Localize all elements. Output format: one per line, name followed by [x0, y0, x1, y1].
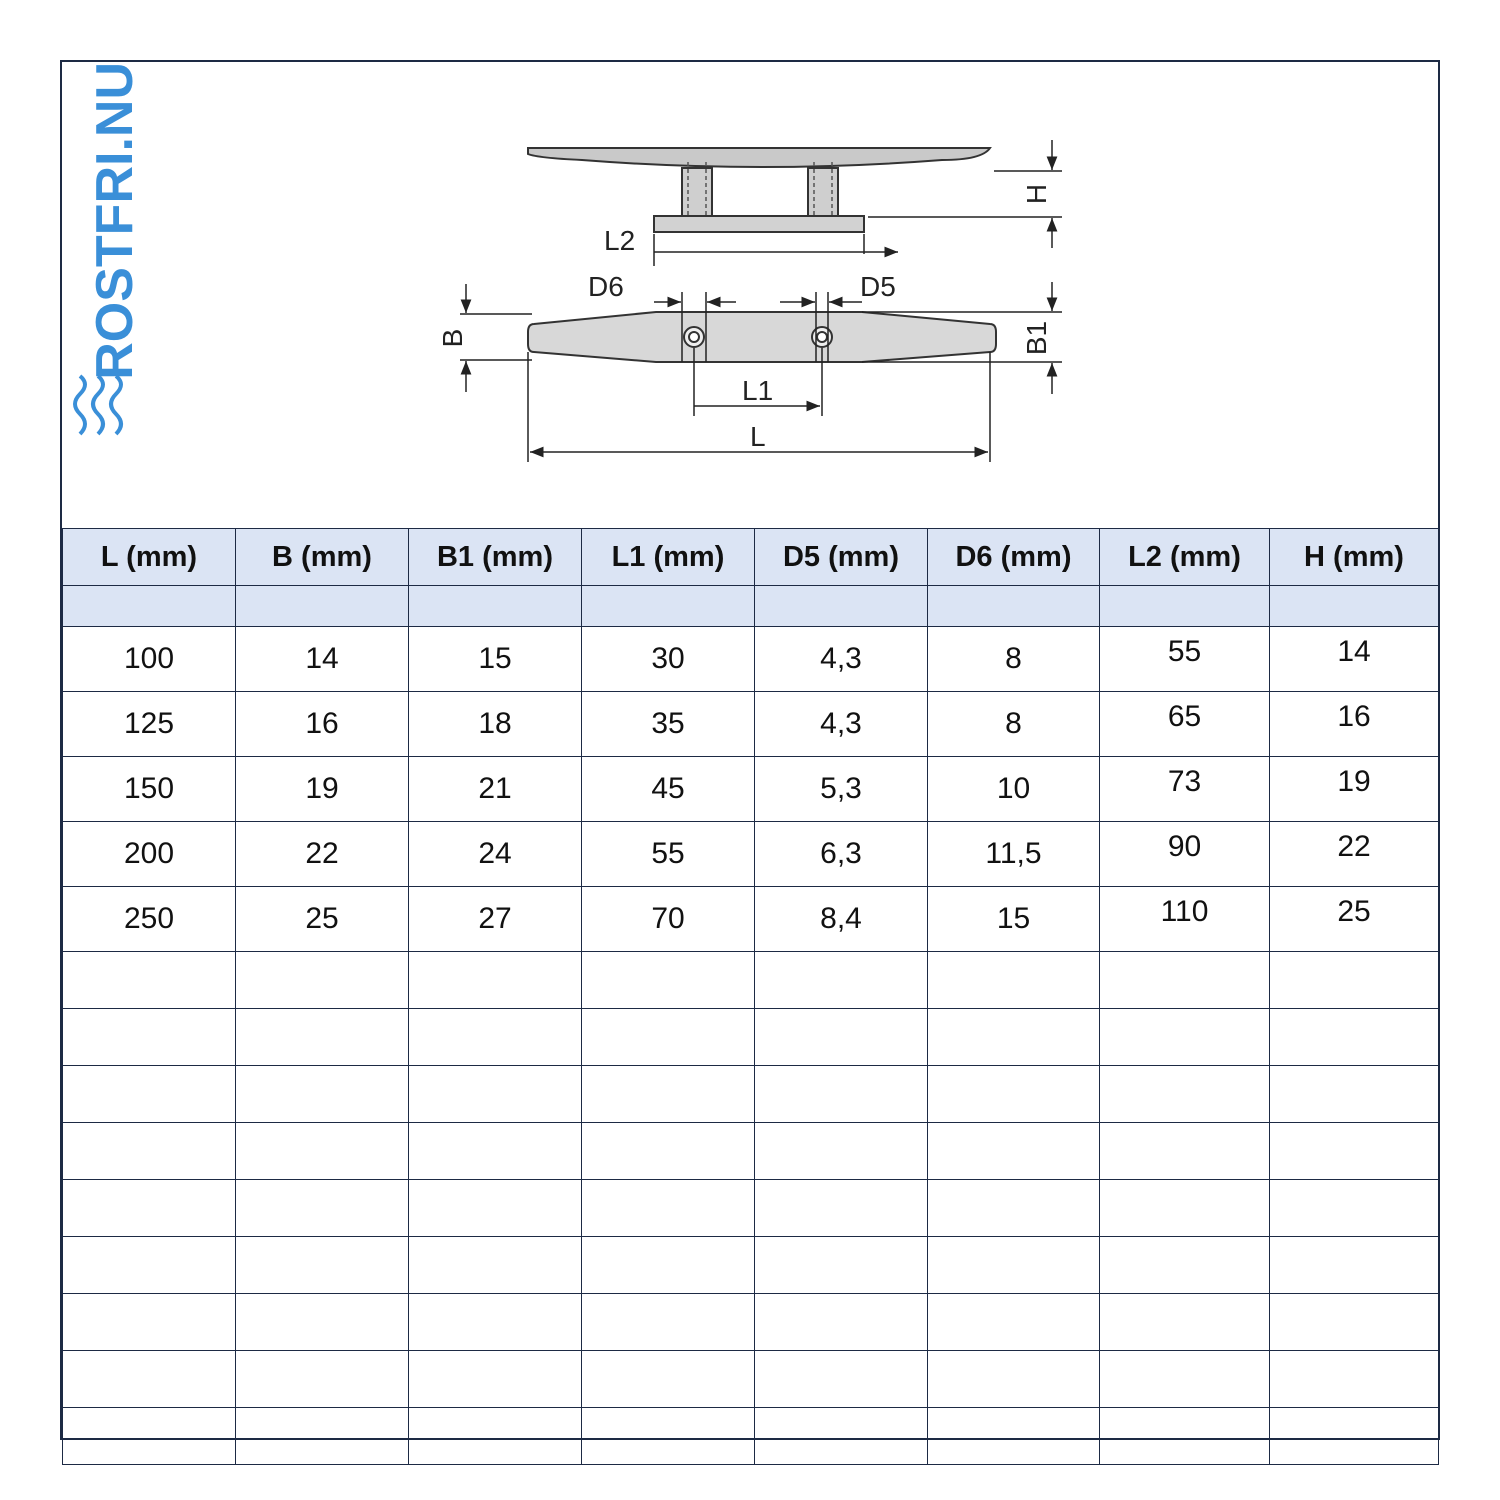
label-H: H: [1021, 183, 1052, 205]
label-B: B: [437, 328, 468, 348]
empty-cell: [409, 1180, 582, 1237]
table-cell: 16: [1270, 692, 1439, 757]
spec-sheet-frame: [60, 60, 1440, 1440]
empty-cell: [928, 1408, 1100, 1465]
empty-cell: [1270, 1294, 1439, 1351]
empty-cell: [582, 1180, 755, 1237]
empty-cell: [928, 1294, 1100, 1351]
empty-cell: [755, 952, 928, 1009]
column-header: B1 (mm): [409, 529, 582, 586]
table-cell: 19: [1270, 757, 1439, 822]
empty-cell: [582, 1351, 755, 1408]
table-row: [63, 692, 1439, 757]
table-cell: 6,3: [755, 822, 928, 887]
empty-cell: [1100, 1294, 1270, 1351]
header-spacer-cell: [63, 586, 236, 627]
label-L1: L1: [742, 375, 774, 406]
empty-cell: [236, 952, 409, 1009]
empty-cell: [63, 1408, 236, 1465]
table-cell: 65: [1100, 692, 1270, 757]
table-cell: 15: [928, 887, 1100, 952]
empty-table-row: [63, 1180, 1439, 1237]
empty-table-row: [63, 1351, 1439, 1408]
table-cell: 150: [63, 757, 236, 822]
empty-cell: [236, 1180, 409, 1237]
table-cell: 250: [63, 887, 236, 952]
column-header: L1 (mm): [582, 529, 755, 586]
empty-cell: [582, 1294, 755, 1351]
table-cell: 10: [928, 757, 1100, 822]
empty-cell: [755, 1123, 928, 1180]
empty-cell: [236, 1066, 409, 1123]
table-cell: 19: [236, 757, 409, 822]
table-cell: 27: [409, 887, 582, 952]
empty-cell: [63, 1237, 236, 1294]
column-header: L (mm): [63, 529, 236, 586]
table-header-row: [63, 529, 1439, 586]
empty-cell: [409, 1066, 582, 1123]
table-cell: 8: [928, 627, 1100, 692]
table-cell: 21: [409, 757, 582, 822]
empty-cell: [1100, 1066, 1270, 1123]
table-cell: 110: [1100, 887, 1270, 952]
table-cell: 25: [1270, 887, 1439, 952]
empty-cell: [236, 1237, 409, 1294]
table-cell: 15: [409, 627, 582, 692]
table-body: [63, 627, 1439, 1465]
label-L2: L2: [604, 225, 636, 256]
empty-cell: [63, 1294, 236, 1351]
table-cell: 90: [1100, 822, 1270, 887]
empty-cell: [236, 1351, 409, 1408]
empty-cell: [1100, 1180, 1270, 1237]
table-cell: 200: [63, 822, 236, 887]
empty-cell: [1270, 1180, 1439, 1237]
empty-cell: [236, 1408, 409, 1465]
drawing-svg: [62, 62, 1438, 528]
empty-cell: [928, 1009, 1100, 1066]
empty-cell: [755, 1294, 928, 1351]
empty-cell: [1100, 1009, 1270, 1066]
table-row: [63, 627, 1439, 692]
empty-cell: [1100, 1237, 1270, 1294]
empty-cell: [582, 952, 755, 1009]
empty-cell: [1270, 952, 1439, 1009]
table-cell: 14: [236, 627, 409, 692]
table-cell: 16: [236, 692, 409, 757]
empty-cell: [1270, 1408, 1439, 1465]
empty-cell: [1270, 1009, 1439, 1066]
table-cell: 18: [409, 692, 582, 757]
empty-cell: [1100, 1408, 1270, 1465]
table-cell: 5,3: [755, 757, 928, 822]
empty-table-row: [63, 1237, 1439, 1294]
table-cell: 55: [1100, 627, 1270, 692]
header-spacer-cell: [755, 586, 928, 627]
empty-cell: [63, 1066, 236, 1123]
empty-cell: [928, 952, 1100, 1009]
column-header: L2 (mm): [1100, 529, 1270, 586]
table-cell: 4,3: [755, 692, 928, 757]
header-spacer-cell: [236, 586, 409, 627]
table-cell: 45: [582, 757, 755, 822]
empty-cell: [409, 1237, 582, 1294]
header-spacer-cell: [928, 586, 1100, 627]
table-subheader-row: [63, 586, 1439, 627]
empty-cell: [928, 1237, 1100, 1294]
empty-cell: [1270, 1123, 1439, 1180]
empty-cell: [236, 1294, 409, 1351]
empty-cell: [755, 1351, 928, 1408]
table-cell: 24: [409, 822, 582, 887]
empty-cell: [582, 1009, 755, 1066]
table-cell: 4,3: [755, 627, 928, 692]
brand-logo: [62, 62, 148, 442]
table-cell: 70: [582, 887, 755, 952]
table-cell: 73: [1100, 757, 1270, 822]
cleat-technical-drawing: [62, 62, 1438, 528]
table-cell: 8,4: [755, 887, 928, 952]
empty-cell: [928, 1351, 1100, 1408]
label-B1: B1: [1021, 320, 1052, 356]
empty-cell: [755, 1009, 928, 1066]
table-cell: 125: [63, 692, 236, 757]
empty-cell: [63, 1180, 236, 1237]
empty-cell: [409, 1009, 582, 1066]
empty-cell: [1270, 1237, 1439, 1294]
table-cell: 22: [236, 822, 409, 887]
empty-cell: [928, 1066, 1100, 1123]
empty-table-row: [63, 1123, 1439, 1180]
header-spacer-cell: [1270, 586, 1439, 627]
empty-cell: [582, 1408, 755, 1465]
column-header: D5 (mm): [755, 529, 928, 586]
empty-cell: [1100, 1351, 1270, 1408]
table-row: [63, 887, 1439, 952]
empty-cell: [63, 1123, 236, 1180]
column-header: D6 (mm): [928, 529, 1100, 586]
dimensions-table: [62, 528, 1439, 1465]
table-cell: 100: [63, 627, 236, 692]
table-cell: 11,5: [928, 822, 1100, 887]
label-D6: D6: [588, 271, 624, 302]
empty-cell: [236, 1009, 409, 1066]
empty-cell: [582, 1237, 755, 1294]
top-view: [528, 312, 996, 362]
empty-table-row: [63, 952, 1439, 1009]
table-cell: 22: [1270, 822, 1439, 887]
table-cell: 8: [928, 692, 1100, 757]
empty-cell: [1270, 1066, 1439, 1123]
empty-table-row: [63, 1294, 1439, 1351]
empty-cell: [582, 1066, 755, 1123]
empty-table-row: [63, 1408, 1439, 1465]
header-spacer-cell: [409, 586, 582, 627]
column-header: B (mm): [236, 529, 409, 586]
empty-cell: [63, 952, 236, 1009]
empty-table-row: [63, 1009, 1439, 1066]
empty-cell: [755, 1237, 928, 1294]
empty-cell: [1100, 952, 1270, 1009]
empty-cell: [63, 1009, 236, 1066]
empty-cell: [409, 1294, 582, 1351]
empty-cell: [409, 1123, 582, 1180]
side-view: [528, 148, 990, 232]
table-cell: 30: [582, 627, 755, 692]
column-header: H (mm): [1270, 529, 1439, 586]
table-row: [63, 822, 1439, 887]
empty-cell: [409, 952, 582, 1009]
table-cell: 25: [236, 887, 409, 952]
empty-cell: [755, 1408, 928, 1465]
wave-icon: [75, 376, 121, 434]
table-cell: 35: [582, 692, 755, 757]
empty-cell: [409, 1351, 582, 1408]
empty-cell: [755, 1180, 928, 1237]
empty-cell: [63, 1351, 236, 1408]
table-cell: 55: [582, 822, 755, 887]
empty-cell: [1100, 1123, 1270, 1180]
empty-cell: [236, 1123, 409, 1180]
table-row: [63, 757, 1439, 822]
label-L: L: [750, 421, 766, 452]
table-cell: 14: [1270, 627, 1439, 692]
brand-logo-text: ROSTFRI.NU: [86, 62, 144, 380]
label-D5: D5: [860, 271, 896, 302]
empty-cell: [582, 1123, 755, 1180]
header-spacer-cell: [582, 586, 755, 627]
empty-table-row: [63, 1066, 1439, 1123]
empty-cell: [928, 1180, 1100, 1237]
empty-cell: [409, 1408, 582, 1465]
empty-cell: [928, 1123, 1100, 1180]
empty-cell: [1270, 1351, 1439, 1408]
empty-cell: [755, 1066, 928, 1123]
header-spacer-cell: [1100, 586, 1270, 627]
